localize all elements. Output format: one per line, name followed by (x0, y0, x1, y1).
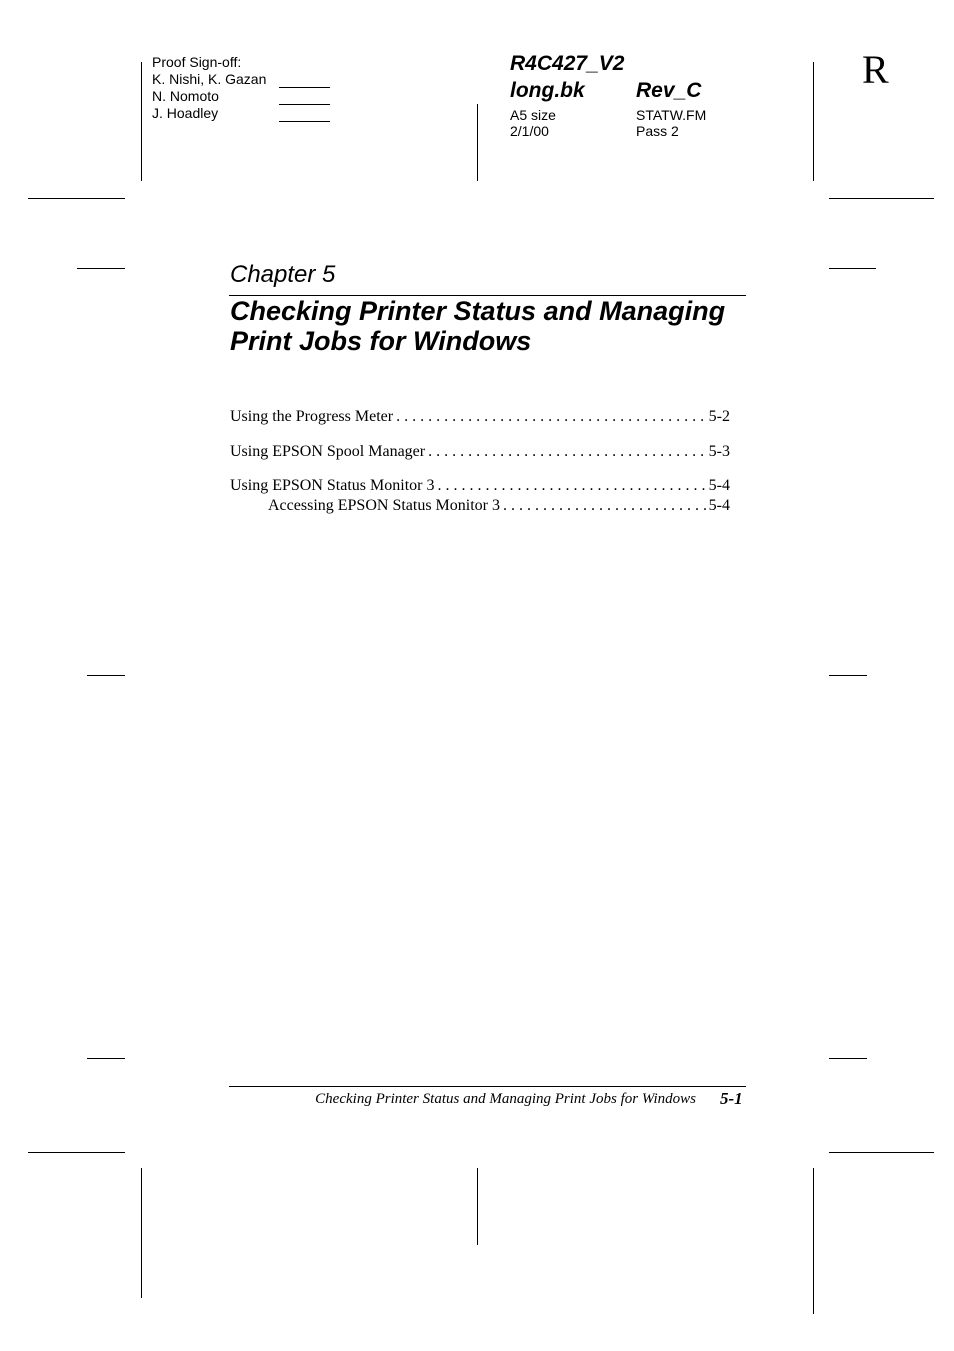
toc-entry[interactable] (230, 442, 730, 462)
toc-leader-dots (396, 407, 707, 427)
header-revision: Rev_C (636, 79, 702, 102)
signoff-name: K. Nishi, K. Gazan (152, 71, 267, 87)
header-date: 2/1/00 (510, 123, 549, 139)
crop-mark-bottom-left-horizontal (28, 1152, 125, 1153)
crop-mark-top-right-vertical (813, 62, 814, 181)
header-book-name: long.bk (510, 79, 585, 102)
toc-leader-dots (437, 476, 706, 496)
signoff-blank (279, 109, 330, 122)
signoff-blank (279, 75, 330, 88)
proof-signoff (152, 54, 330, 122)
margin-mark-right-1 (829, 268, 876, 269)
crop-mark-top-left-vertical (141, 62, 142, 181)
corner-mark: R (862, 47, 889, 92)
header-page-size: A5 size (510, 107, 556, 123)
margin-mark-right-2 (829, 675, 867, 676)
toc-leader-dots (503, 496, 707, 516)
toc-leader-dots (428, 442, 707, 462)
margin-mark-left-3 (87, 1058, 125, 1059)
header-file-name: STATW.FM (636, 107, 707, 123)
margin-mark-left-1 (77, 268, 125, 269)
crop-mark-top-left-horizontal (28, 198, 125, 199)
chapter-title-line: Checking Printer Status and Managing (230, 296, 726, 326)
footer-page-number: 5-1 (720, 1089, 743, 1108)
header-pass: Pass 2 (636, 123, 679, 139)
toc-entry-page: 5-4 (708, 477, 730, 494)
crop-mark-top-right-horizontal (829, 198, 934, 199)
toc-entry-label: Using the Progress Meter (230, 408, 394, 425)
crop-mark-bottom-right-vertical (813, 1168, 814, 1314)
chapter-label: Chapter 5 (230, 261, 336, 288)
crop-mark-bottom-right-horizontal (829, 1152, 934, 1153)
margin-mark-left-2 (87, 675, 125, 676)
crop-mark-bottom-center-vertical (477, 1168, 478, 1245)
footer-rule (229, 1086, 746, 1087)
toc-subentry[interactable] (268, 496, 730, 516)
margin-mark-right-3 (829, 1058, 867, 1059)
signoff-label: Proof Sign-off: (152, 54, 242, 70)
crop-mark-top-center-vertical (477, 104, 478, 181)
toc-entry-page: 5-3 (708, 443, 730, 460)
chapter-title-line: Print Jobs for Windows (230, 326, 532, 356)
signoff-name: J. Hoadley (152, 105, 219, 121)
footer-running-title: Checking Printer Status and Managing Print Jobs for Windows (315, 1091, 696, 1107)
toc-entry-page: 5-4 (708, 497, 730, 514)
toc-entry-page: 5-2 (708, 408, 730, 425)
toc-entry-label: Accessing EPSON Status Monitor 3 (268, 497, 500, 514)
signoff-name: N. Nomoto (152, 88, 219, 104)
toc-entry-label: Using EPSON Spool Manager (230, 443, 426, 460)
toc-entry[interactable] (230, 476, 730, 496)
chapter-title (230, 296, 750, 356)
header-doc-id: R4C427_V2 (510, 52, 625, 75)
toc-entry-label: Using EPSON Status Monitor 3 (230, 477, 435, 494)
signoff-blank (279, 92, 330, 105)
toc-entry[interactable] (230, 407, 730, 427)
crop-mark-bottom-left-vertical (141, 1168, 142, 1298)
